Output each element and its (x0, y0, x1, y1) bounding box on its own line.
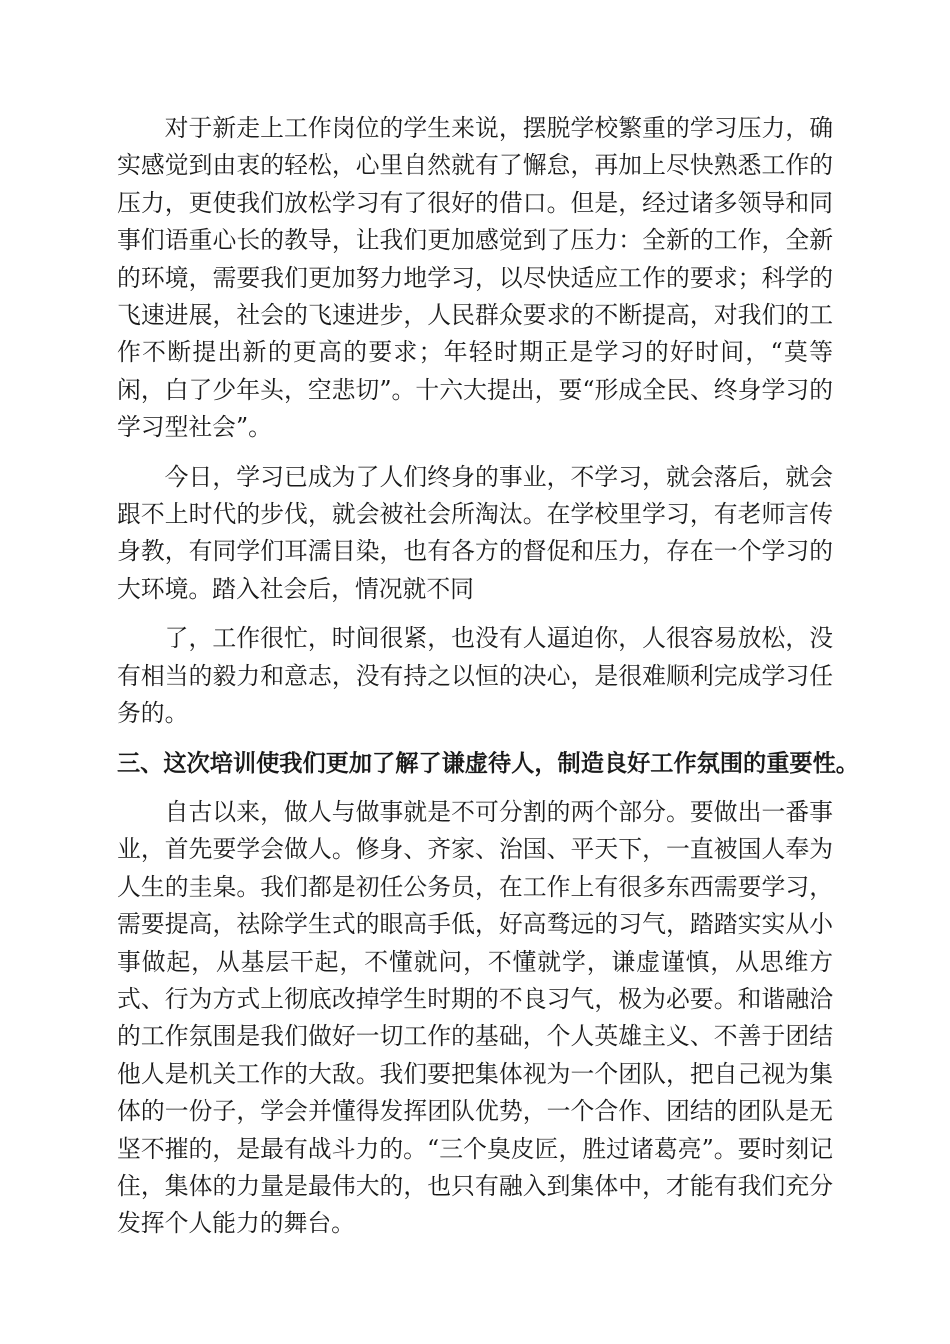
paragraph-perseverance: 了，工作很忙，时间很紧，也没有人逼迫你，人很容易放松，没有相当的毅力和意志，没有持之以恒的决心，是很难顺利完成学习任务的。 (117, 624, 833, 728)
document-body (117, 110, 859, 1243)
paragraph-teamwork: 自古以来，做人与做事就是不可分割的两个部分。要做出一番事业，首先要学会做人。修身、齐家、治国、平天下，一直被国人奉为人生的圭臬。我们都是初任公务员，在工作上有很多东西需要学习，需要提高，祛除学生式的眼高手低，好高骛远的习气，踏踏实实从小事做起，从基层干起，不懂就问，不懂就学，谦虚谨慎，从思维方式、行为方式上彻底改掉学生时期的不良习气，极为必要。和谐融洽的工作氛围是我们做好一切工作的基础，个人英雄主义、不善于团结他人是机关工作的大敌。我们要把集体视为一个团队，把自己视为集体的一份子，学会并懂得发挥团队优势，一个合作、团结的团队是无坚不摧的，是最有战斗力的。“三个臭皮匠，胜过诸葛亮”。要时刻记住，集体的力量是最伟大的，也只有融入到集体中，才能有我们充分发挥个人能力的舞台。 (117, 797, 833, 1238)
paragraph-lifelong-learning: 今日，学习已成为了人们终身的事业，不学习，就会落后，就会跟不上时代的步伐，就会被社会所淘汰。在学校里学习，有老师言传身教，有同学们耳濡目染，也有各方的督促和压力，存在一个学习的大环境。踏入社会后，情况就不同 (117, 462, 833, 603)
paragraph-study-pressure: 对于新走上工作岗位的学生来说，摆脱学校繁重的学习压力，确实感觉到由衷的轻松，心里自然就有了懈怠，再加上尽快熟悉工作的压力，更使我们放松学习有了很好的借口。但是，经过诸多领导和同事们语重心长的教导，让我们更加感觉到了压力：全新的工作，全新的环境，需要我们更加努力地学习，以尽快适应工作的要求；科学的飞速进展，社会的飞速进步，人民群众要求的不断提高，对我们的工作不断提出新的更高的要求；年轻时期正是学习的好时间，“莫等闲，白了少年头，空悲切”。十六大提出，要“形成全民、终身学习的学习型社会”。 (117, 114, 833, 442)
section-heading-three: 三、这次培训使我们更加了解了谦虚待人，制造良好工作氛围的重要性。 (117, 749, 859, 777)
